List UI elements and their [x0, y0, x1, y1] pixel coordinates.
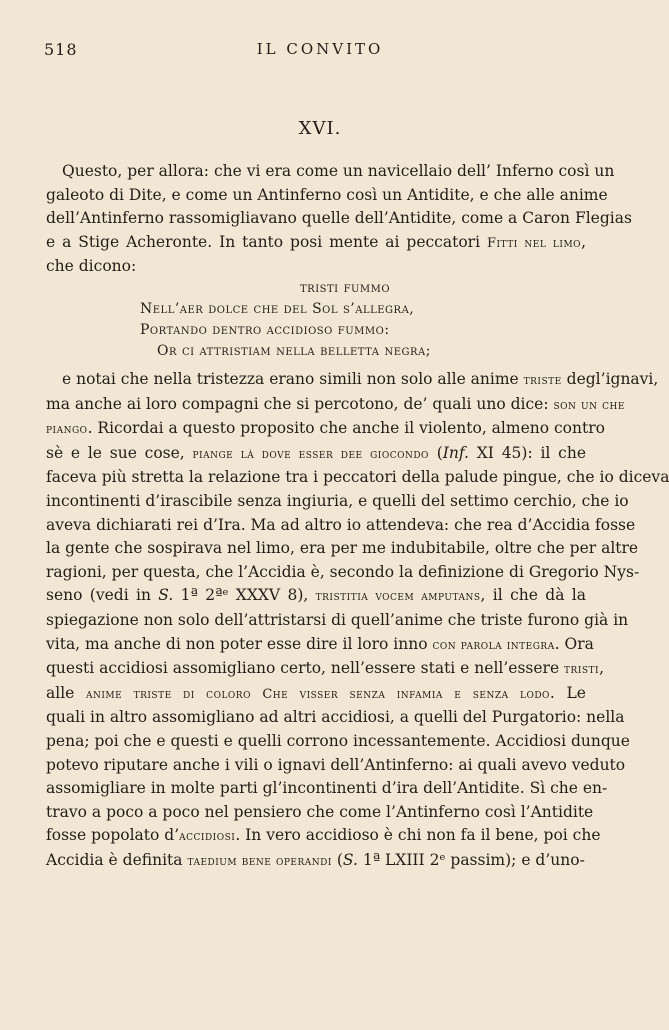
- text-line: [46, 584, 586, 609]
- text-span: . In vero accidioso è chi non fa il bene, poi che: [235, 826, 601, 845]
- text-span: seno (vedi in: [46, 586, 159, 605]
- text-line: [46, 466, 669, 490]
- text-span: (: [428, 443, 443, 462]
- small-caps-span: piange là dove esser dee giocondo: [192, 446, 429, 462]
- text-span: Accidia è definita: [46, 850, 188, 869]
- text-span: faceva più stretta la relazione tra i peccatori della palude pingue, che io diceva: [46, 468, 669, 487]
- text-span: spiegazione non solo dell’attristarsi di quell’anime che triste furono già in: [46, 610, 629, 629]
- text-span: ,: [599, 659, 605, 678]
- text-span: ,: [581, 232, 586, 251]
- text-span: fosse popolato d’: [46, 826, 180, 845]
- text-line: [46, 801, 594, 825]
- text-line: [46, 368, 659, 393]
- text-line: [46, 609, 629, 633]
- text-line: [46, 777, 608, 801]
- small-caps-span: con parola integra: [432, 637, 555, 653]
- text-line: [46, 824, 601, 849]
- text-line: [46, 706, 625, 730]
- text-span: , il che dà la: [480, 586, 586, 605]
- text-line: [46, 393, 625, 418]
- text-span: galeoto di Dite, e come un Antinferno così un Antidite, e che alle anime: [46, 185, 608, 204]
- text-line: [46, 561, 640, 585]
- running-head: [0, 40, 640, 64]
- italic-span: Inf.: [442, 443, 469, 462]
- text-line: [46, 490, 629, 514]
- small-caps-span: taedium bene operandi: [187, 853, 332, 869]
- text-span: (: [331, 850, 343, 869]
- text-span: assomigliare in molte parti gl’incontinenti d’ira dell’Antidite. Sì che en-: [46, 779, 608, 798]
- text-line: [46, 231, 586, 256]
- small-caps-span: son un che: [553, 397, 625, 413]
- text-line: [46, 849, 586, 874]
- text-span: degl’ignavi,: [561, 370, 659, 388]
- small-caps-span: triste: [523, 373, 562, 388]
- text-line: [46, 730, 630, 754]
- text-span: 1ª 2ªᵉ XXXV 8),: [173, 586, 316, 605]
- text-span: e notai che nella tristezza erano simili non solo alle anime: [62, 370, 524, 388]
- small-caps-span: accidiosi: [179, 829, 236, 845]
- text-line: [46, 657, 605, 682]
- small-caps-span: piango: [46, 422, 88, 438]
- text-span: travo a poco a poco nel pensiero che come l’Antinferno così l’Antidite: [46, 802, 594, 821]
- text-span: pena; poi che e questi e quelli corrono incessantemente. Accidiosi dunque: [46, 731, 630, 750]
- verse-line-1: tristi fummo: [300, 280, 391, 296]
- small-caps-span: anime triste di coloro Che visser senza infamia e senza lodo: [86, 686, 550, 702]
- text-line: [46, 160, 615, 184]
- text-span: . Le: [549, 683, 586, 702]
- text-span: che dicono:: [46, 257, 137, 276]
- text-span: alle: [46, 683, 86, 702]
- text-span: aveva dichiarati rei d’Ira. Ma ad altro io attendeva: che rea d’Accidia fosse: [46, 515, 636, 534]
- text-span: quali in altro assomigliano ad altri accidiosi, a quelli del Purgatorio: nella: [46, 708, 625, 727]
- text-line: [46, 633, 594, 658]
- text-span: dell’Antinferno rassomigliavano quelle dell’Antidite, come a Caron Flegias: [46, 209, 632, 228]
- text-span: ma anche ai loro compagni che si percotono, de’ quali uno dice:: [46, 394, 554, 413]
- text-span: vita, ma anche di non poter esse dire il loro inno: [46, 634, 433, 653]
- chapter-title: XVI.: [298, 118, 342, 139]
- text-span: XI 45): il che: [468, 443, 586, 462]
- text-span: Questo, per allora: che vi era come un navicellaio dell’ Inferno così un: [62, 162, 615, 180]
- text-line: [46, 682, 586, 707]
- verse-line-2: Nell’aer dolce che del Sol s’allegra,: [140, 301, 415, 317]
- text-span: . Ora: [554, 634, 594, 653]
- verse-line-4: Or ci attristiam nella belletta negra;: [157, 343, 431, 359]
- small-caps-span: tristitia vocem amputans: [315, 589, 481, 605]
- paragraph-2: [46, 368, 669, 873]
- text-line: [46, 207, 632, 231]
- text-line: [46, 417, 605, 442]
- text-span: 1ª LXIII 2ᵉ passim); e d’uno-: [357, 850, 585, 869]
- italic-span: S.: [342, 850, 358, 869]
- small-caps-span: Fitti nel limo: [486, 235, 582, 251]
- text-span: . Ricordai a questo proposito che anche il violento, almeno contro: [87, 419, 605, 438]
- text-span: incontinenti d’irascibile senza ingiuria, e quelli del settimo cerchio, che io: [46, 491, 629, 510]
- verse-line-3: Portando dentro accidioso fummo:: [140, 322, 390, 338]
- text-span: ragioni, per questa, che l’Accidia è, secondo la definizione di Gregorio Nys-: [46, 562, 640, 581]
- text-span: potevo riputare anche i vili o ignavi dell’Antinferno: ai quali avevo veduto: [46, 755, 626, 774]
- text-line: [46, 514, 636, 538]
- text-line: [46, 754, 626, 778]
- text-span: e a Stige Acheronte. In tanto posi mente ai peccatori: [46, 232, 487, 251]
- text-line: [46, 184, 608, 208]
- running-title: IL CONVITO: [256, 40, 384, 58]
- text-span: sè e le sue cose,: [46, 443, 193, 462]
- italic-span: S.: [158, 586, 174, 605]
- small-caps-span: tristi: [564, 662, 600, 678]
- text-line: [46, 442, 586, 467]
- text-line: [46, 537, 639, 561]
- text-span: questi accidiosi assomigliano certo, nell’essere stati e nell’essere: [46, 659, 565, 678]
- page-number: 518: [44, 40, 78, 59]
- text-line: [46, 255, 586, 279]
- paragraph-1: [46, 160, 632, 279]
- text-span: la gente che sospirava nel limo, era per me indubitabile, oltre che per altre: [46, 539, 639, 558]
